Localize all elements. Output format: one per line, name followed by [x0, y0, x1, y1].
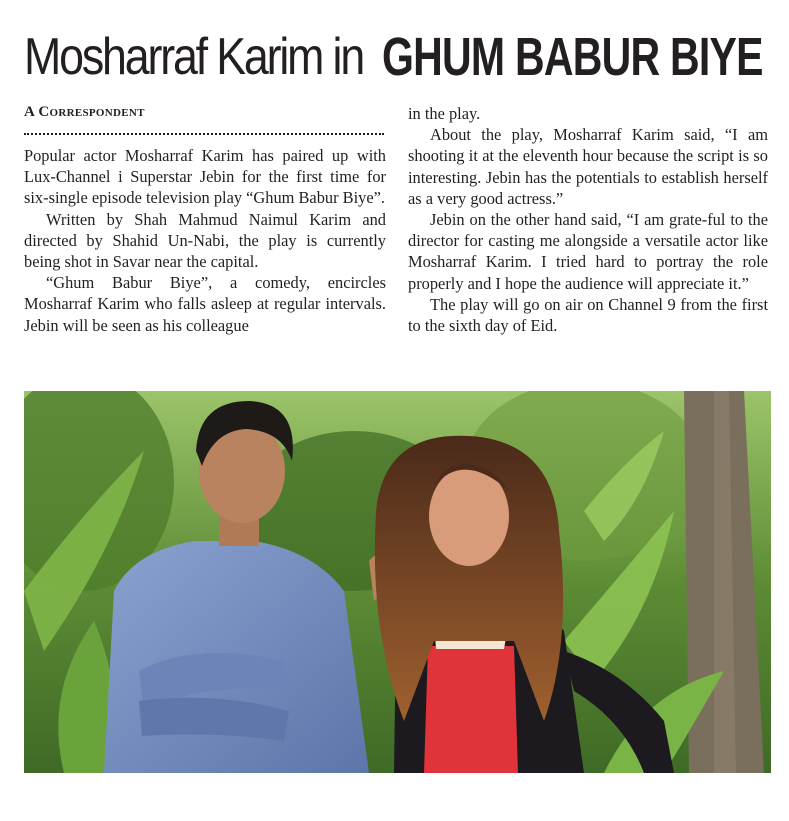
headline — [24, 22, 774, 92]
paragraph: Popular actor Mosharraf Karim has paired up with Lux-Channel i Superstar Jebin for the first time for six-single episode television play “Ghum Babur Biye”. — [24, 146, 386, 208]
byline: A Correspondent — [24, 104, 145, 120]
article-column-2 — [408, 103, 768, 336]
headline-bold: GHUM BABUR BIYE — [382, 27, 763, 87]
paragraph: Written by Shah Mahmud Naimul Karim and directed by Shahid Un-Nabi, the play is currently being shot in Savar near the capital. — [24, 209, 386, 272]
paragraph: “Ghum Babur Biye”, a comedy, encircles Mosharraf Karim who falls asleep at regular intervals. Jebin will be seen as his colleague — [24, 273, 386, 335]
paragraph: in the play. — [408, 104, 481, 123]
dotted-divider — [24, 133, 384, 135]
paragraph: About the play, Mosharraf Karim said, “I am shooting it at the eleventh hour because the script is so interesting. Jebin has the potentials to establish herself as a very good actress.” — [408, 125, 768, 208]
article-column-1 — [24, 145, 386, 336]
paragraph: Jebin on the other hand said, “I am grate-ful to the director for casting me alongside a versatile actor like Mosharraf Karim. I tried hard to portray the role properly and I hope the audience will appreciate it.” — [408, 210, 768, 293]
headline-plain: Mosharraf Karim in — [24, 28, 364, 86]
paragraph: The play will go on air on Channel 9 from the first to the sixth day of Eid. — [408, 294, 768, 336]
article-photo — [24, 391, 771, 773]
